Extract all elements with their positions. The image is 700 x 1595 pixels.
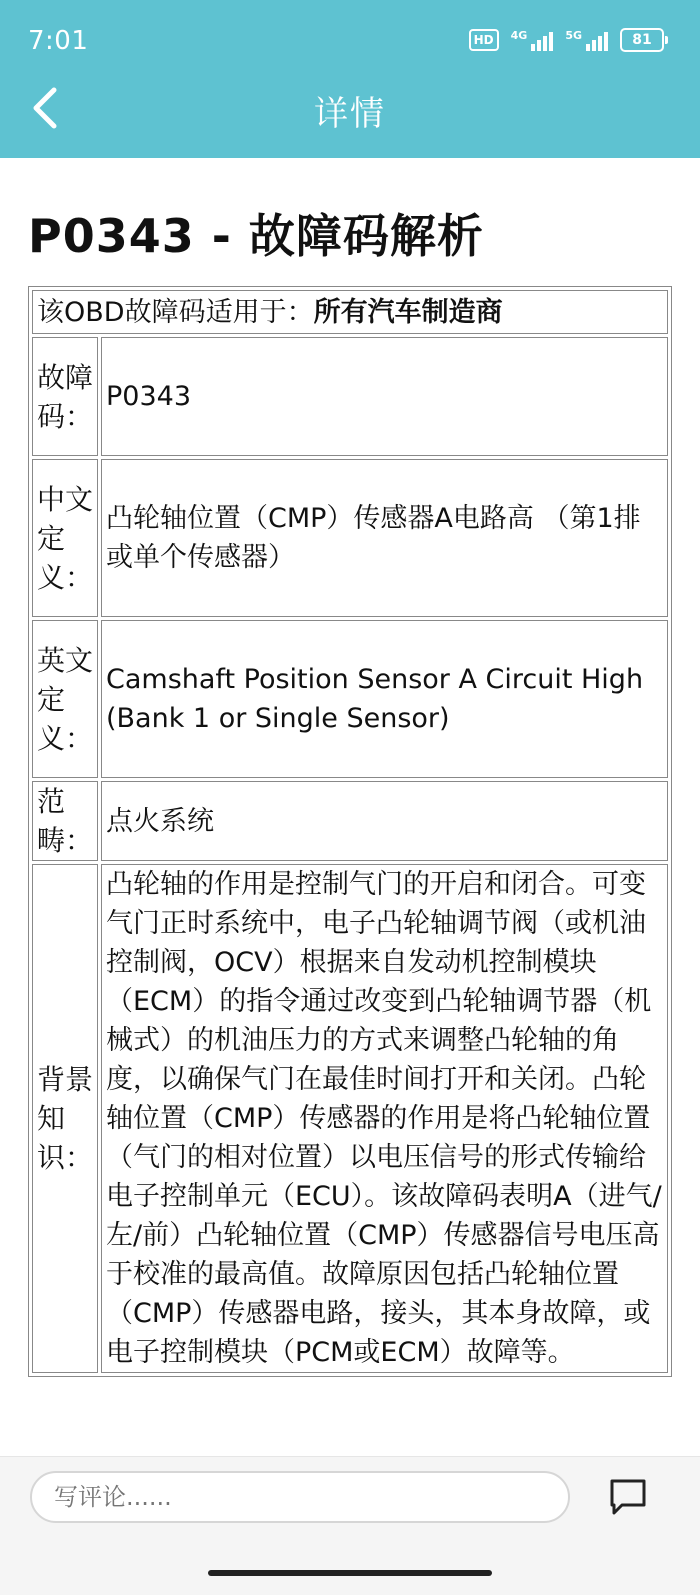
comment-bar [0, 1456, 700, 1595]
page-title: P0343 - 故障码解析 [28, 209, 484, 263]
comment-icon [606, 1475, 650, 1519]
table-row [32, 781, 668, 861]
row-label: 背景知识： [32, 864, 98, 1373]
table-row [32, 290, 668, 334]
signal-4g-icon [511, 29, 554, 51]
row-value: 点火系统 [101, 781, 668, 861]
content-area[interactable] [0, 280, 700, 1454]
row-label: 英文定义： [32, 620, 98, 778]
app-header [0, 0, 700, 158]
row-value: P0343 [101, 337, 668, 456]
row-value: 凸轮轴位置（CMP）传感器A电路高 （第1排或单个传感器） [101, 459, 668, 617]
table-row [32, 337, 668, 456]
applies-value: 所有汽车制造商 [313, 296, 503, 328]
row-value: 凸轮轴的作用是控制气门的开启和闭合。可变气门正时系统中，电子凸轮轴调节阀（或机油控制阀，OCV）根据来自发动机控制模块（ECM）的指令通过改变到凸轮轴调节器（机械式）的机油压力的方式来调整凸轮轴的角度，以确保气门在最佳时间打开和关闭。凸轮轴位置（CMP）传感器的作用是将凸轮轴位置（气门的相对位置）以电压信号的形式传输给电子控制单元（ECU）。该故障码表明A（进气/左/前）凸轮轴位置（CMP）传感器信号电压高于校准的最高值。故障原因包括凸轮轴位置（CMP）传感器电路，接头，其本身故障，或电子控制模块（PCM或ECM）故障等。 [101, 864, 668, 1373]
row-label: 范畴： [32, 781, 98, 861]
row-label: 故障码： [32, 337, 98, 456]
status-time: 7:01 [28, 26, 89, 56]
comment-button[interactable] [606, 1475, 650, 1519]
status-bar [0, 0, 700, 88]
dtc-info-table [28, 286, 672, 1377]
table-row [32, 620, 668, 778]
signal-5g-icon [565, 29, 608, 51]
comment-input[interactable] [30, 1471, 570, 1523]
table-row [32, 864, 668, 1373]
net-5g-label: 5G [565, 29, 582, 42]
applies-cell [32, 290, 668, 334]
home-indicator [208, 1570, 492, 1576]
battery-icon: 81 [620, 28, 664, 52]
row-label: 中文定义： [32, 459, 98, 617]
status-icons [469, 28, 664, 52]
header-title: 详情 [314, 94, 386, 134]
row-value: Camshaft Position Sensor A Circuit High (Bank 1 or Single Sensor) [101, 620, 668, 778]
applies-label: 该OBD故障码适用于： [37, 296, 314, 328]
hd-voice-icon: HD [469, 29, 499, 51]
table-row [32, 459, 668, 617]
net-4g-label: 4G [510, 29, 528, 42]
